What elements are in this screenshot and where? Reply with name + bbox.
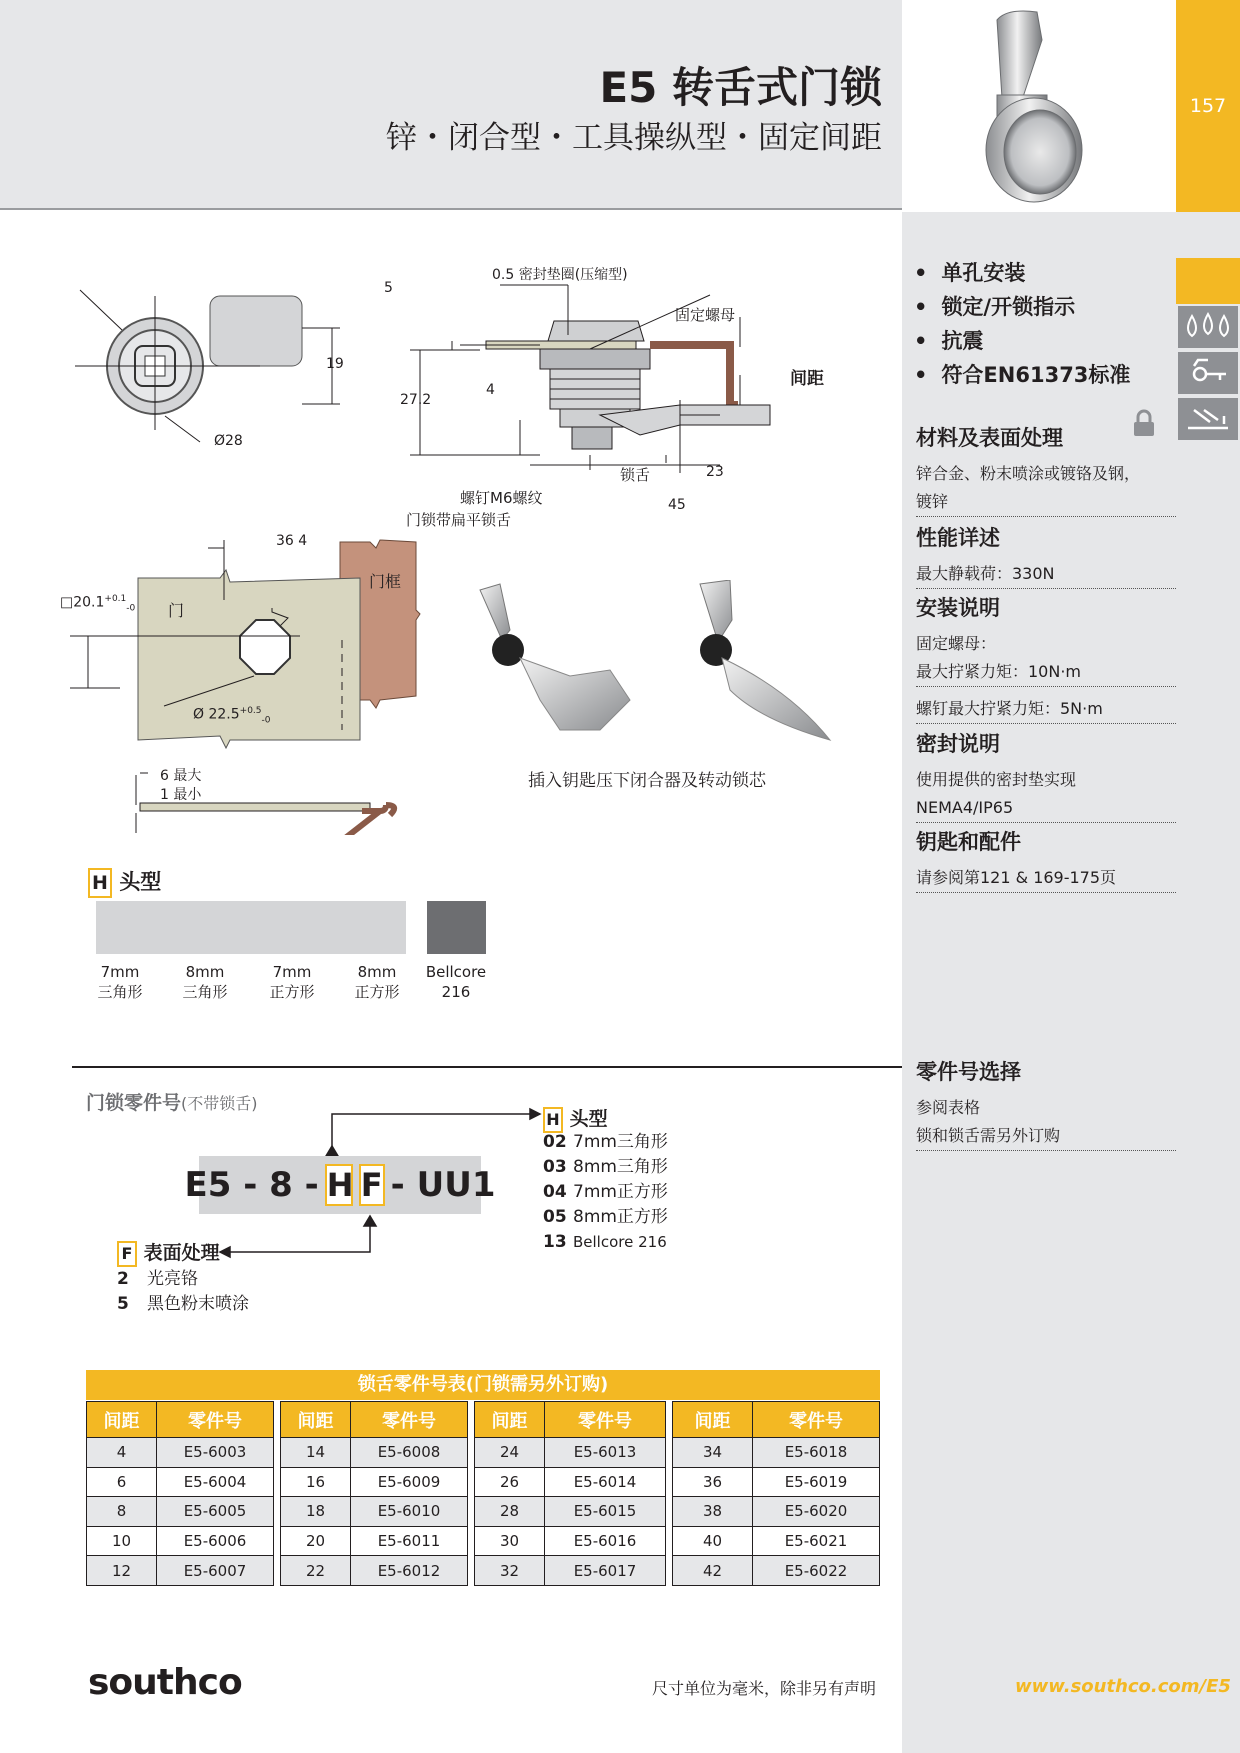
feature-item: • 单孔安装 bbox=[914, 256, 1164, 290]
head-key-letter: H bbox=[88, 868, 112, 898]
head-option: 8mm 三角形 bbox=[182, 963, 228, 1001]
feature-item: • 符合EN61373标准 bbox=[914, 358, 1164, 392]
table-row: 8 E5-6005 bbox=[87, 1497, 274, 1527]
spec-line: 参阅表格 bbox=[916, 1098, 981, 1117]
page-number: 157 bbox=[1189, 95, 1227, 117]
spec-line: 请参阅第121 & 169-175页 bbox=[916, 864, 1176, 893]
spec-heading: 材料及表面处理 bbox=[916, 426, 1063, 450]
spec-heading: 钥匙和配件 bbox=[916, 830, 1021, 854]
table-row: 18 E5-6010 bbox=[281, 1497, 468, 1527]
spec-material bbox=[916, 422, 1176, 517]
product-photo bbox=[902, 0, 1176, 212]
page-subtitle: 锌・闭合型・工具操纵型・固定间距 bbox=[386, 120, 882, 156]
table-row: 16 E5-6009 bbox=[281, 1467, 468, 1497]
spec-heading: 性能详述 bbox=[916, 526, 1000, 550]
feature-list bbox=[914, 256, 1164, 392]
page-title: E5 转舌式门锁 bbox=[599, 63, 882, 112]
part-number-f: F bbox=[360, 1166, 383, 1204]
part-number-code: E5 - 8 - H F - UU1 bbox=[184, 1165, 496, 1205]
tongue-table-group-2: 间距 零件号 14 E5-6008 16 E5-6009 18 E5-6010 20 E5-6011 22 E5-6012 bbox=[280, 1401, 468, 1586]
tongue-table-group-3: 间距 零件号 24 E5-6013 26 E5-6014 28 E5-6015 30 E5-6016 32 E5-6017 bbox=[474, 1401, 666, 1586]
table-row: 12 E5-6007 bbox=[87, 1556, 274, 1586]
spec-line: 最大静载荷：330N bbox=[916, 560, 1176, 589]
side-view-drawing bbox=[400, 255, 820, 515]
dim-front-diameter: Ø28 bbox=[214, 433, 243, 449]
spec-line: 锁和锁舌需另外订购 bbox=[916, 1122, 1176, 1151]
head-option-heading: H 头型 bbox=[543, 1104, 608, 1133]
dim-hole: Ø $22.5^{+0.5}_{-0}$ bbox=[193, 706, 271, 726]
table-row: 36 E5-6019 bbox=[673, 1467, 880, 1497]
tongue-table-group-1: 间距 零件号 4 E5-6003 6 E5-6004 8 E5-6005 10 E5-6006 12 E5-6007 bbox=[86, 1401, 274, 1586]
spec-line: NEMA4/IP65 bbox=[916, 794, 1176, 823]
head-type-heading: H 头型 bbox=[88, 866, 161, 898]
spec-part-select bbox=[916, 1056, 1176, 1151]
head-option: 7mm 三角形 bbox=[97, 963, 143, 1001]
table-row: 24 E5-6013 bbox=[475, 1438, 666, 1468]
table-row: 6 E5-6004 bbox=[87, 1467, 274, 1497]
key-tool-icon bbox=[1176, 350, 1240, 396]
table-row: 10 E5-6006 bbox=[87, 1526, 274, 1556]
head-option: Bellcore 216 bbox=[425, 963, 487, 1001]
head-option-list: 02 7mm三角形 03 8mm三角形 04 7mm正方形 05 8mm正方形 13 Bellcore 216 bbox=[543, 1132, 668, 1252]
table-row: 20 E5-6011 bbox=[281, 1526, 468, 1556]
spec-performance bbox=[916, 522, 1176, 589]
dim-front-height: 19 bbox=[326, 356, 344, 372]
table-row: 26 E5-6014 bbox=[475, 1467, 666, 1497]
head-color-swatch-dark bbox=[427, 901, 486, 954]
label-flat-tongue: 门锁带扁平锁舌 bbox=[406, 511, 512, 529]
finish-option-heading: F 表面处理 bbox=[117, 1238, 220, 1267]
label-screw: 螺钉M6螺纹 bbox=[460, 489, 543, 507]
dim-27: 27.2 bbox=[400, 392, 432, 408]
section-divider bbox=[72, 1066, 902, 1068]
southco-logo: southco bbox=[88, 1662, 242, 1703]
spec-line: 锌合金、粉末喷涂或镀铬及钢， bbox=[916, 464, 1141, 483]
sidebar-tab bbox=[1176, 258, 1240, 308]
spec-line: 固定螺母： bbox=[916, 634, 997, 653]
spec-line: 最大拧紧力矩：10N·m bbox=[916, 658, 1176, 687]
label-fixing-nut: 固定螺母 bbox=[675, 306, 736, 324]
table-row: 38 E5-6020 bbox=[673, 1497, 880, 1527]
vibration-icon bbox=[1176, 396, 1240, 442]
dim-45: 45 bbox=[668, 497, 686, 513]
label-spacing: 间距 bbox=[790, 369, 824, 389]
spec-heading: 安装说明 bbox=[916, 596, 1000, 620]
table-row: 14 E5-6008 bbox=[281, 1438, 468, 1468]
label-frame: 门框 bbox=[369, 572, 402, 591]
table-row: 22 E5-6012 bbox=[281, 1556, 468, 1586]
table-row: 32 E5-6017 bbox=[475, 1556, 666, 1586]
table-row: 4 E5-6003 bbox=[87, 1438, 274, 1468]
dim-min-thickness: 1 最小 bbox=[160, 787, 202, 803]
spec-heading: 零件号选择 bbox=[916, 1060, 1021, 1084]
footer-note: 尺寸单位为毫米，除非另有声明 bbox=[652, 1679, 877, 1698]
feature-item: • 抗震 bbox=[914, 324, 1164, 358]
tongue-table-title: 锁舌零件号表(门锁需另外订购) bbox=[86, 1370, 880, 1400]
key-insertion-photos bbox=[460, 580, 840, 750]
spec-line: 镀锌 bbox=[916, 488, 1176, 517]
panel-cutout-drawing bbox=[60, 530, 430, 760]
spec-keys bbox=[916, 826, 1176, 893]
part-number-h: H bbox=[326, 1166, 354, 1204]
footer-url-link[interactable]: www.southco.com/E5 bbox=[1015, 1676, 1231, 1697]
spec-sealing bbox=[916, 728, 1176, 823]
part-number-heading: 门锁零件号(不带锁舌) bbox=[86, 1092, 258, 1114]
label-tongue: 锁舌 bbox=[620, 466, 651, 484]
spec-line: 螺钉最大拧紧力矩：5N·m bbox=[916, 695, 1176, 724]
table-row: 30 E5-6016 bbox=[475, 1526, 666, 1556]
finish-option-list: 2 光亮铬 5 黑色粉末喷涂 bbox=[117, 1269, 249, 1314]
label-door: 门 bbox=[168, 601, 185, 620]
spec-line: 使用提供的密封垫实现 bbox=[916, 770, 1077, 789]
water-drops-icon bbox=[1176, 304, 1240, 350]
table-row: 28 E5-6015 bbox=[475, 1497, 666, 1527]
spec-installation bbox=[916, 592, 1176, 724]
dim-cutout-top: 36 4 bbox=[276, 533, 308, 549]
dim-max-thickness: 6 最大 bbox=[160, 768, 202, 784]
head-color-swatch-light bbox=[96, 901, 406, 954]
table-row: 40 E5-6021 bbox=[673, 1526, 880, 1556]
spec-heading: 密封说明 bbox=[916, 732, 1000, 756]
table-row: 42 E5-6022 bbox=[673, 1556, 880, 1586]
dim-5: 5 bbox=[384, 280, 393, 296]
table-row: 34 E5-6018 bbox=[673, 1438, 880, 1468]
head-option: 7mm 正方形 bbox=[269, 963, 315, 1001]
dim-4: 4 bbox=[486, 382, 495, 398]
photo-caption: 插入钥匙压下闭合器及转动锁芯 bbox=[528, 771, 766, 791]
dim-square: $□20.1^{+0.1}_{-0}$ bbox=[60, 594, 136, 614]
feature-item: • 锁定/开锁指示 bbox=[914, 290, 1164, 324]
dim-23: 23 bbox=[706, 464, 724, 480]
dim-gasket: 0.5 密封垫圈(压缩型) bbox=[492, 267, 628, 283]
tongue-table-group-4: 间距 零件号 34 E5-6018 36 E5-6019 38 E5-6020 40 E5-6021 42 E5-6022 bbox=[672, 1401, 880, 1586]
head-option: 8mm 正方形 bbox=[354, 963, 400, 1001]
